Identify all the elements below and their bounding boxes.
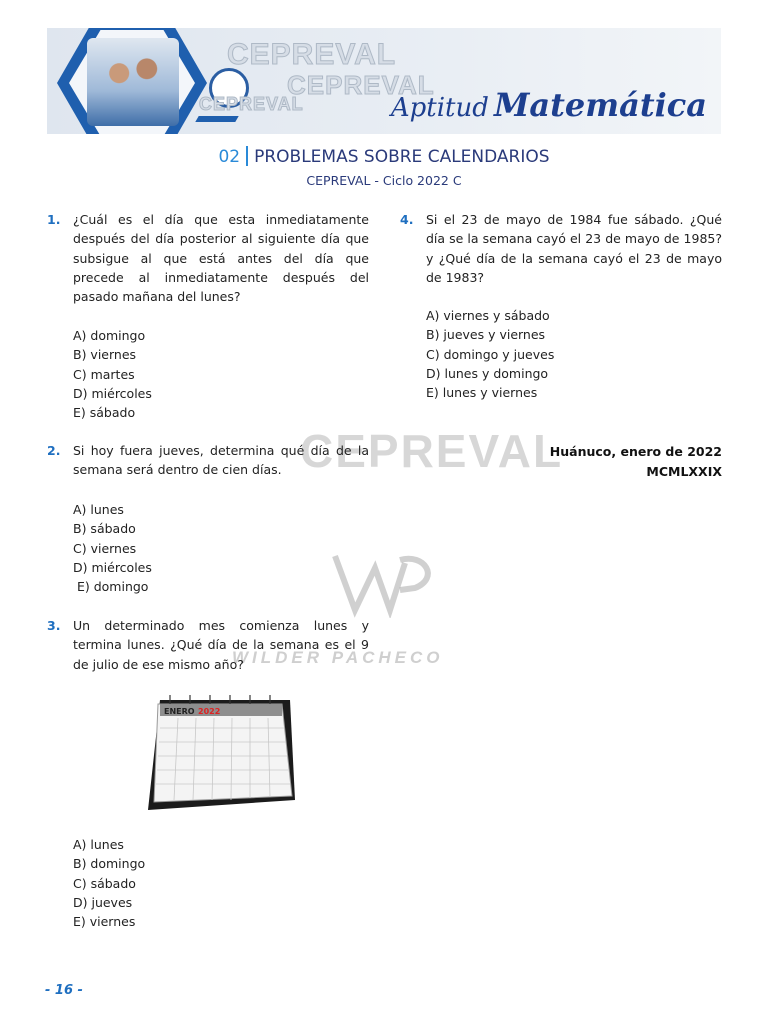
roman-numeral: MCMLXXIX [646,464,722,479]
option: D) lunes y domingo [426,365,549,381]
option: C) martes [73,366,135,382]
option: B) viernes [73,347,137,363]
students-photo [87,38,179,126]
banner-stripe [195,116,238,122]
question-2 [47,441,369,481]
question-1-text: ¿Cuál es el día que esta inmediatamente después del día posterior al siguiente día que subsigue al que está antes del día que precede al inmediatamente después del pasado mañana del lunes? [73,212,369,305]
document-meta [550,442,722,482]
option: D) miércoles [73,385,152,401]
question-1 [47,210,369,310]
chapter-subtitle: CEPREVAL - Ciclo 2022 C [306,173,462,188]
option: A) lunes [73,502,124,517]
option: C) domingo y jueves [426,346,555,362]
question-3-text: Un determinado mes comienza lunes y termina lunes. ¿Qué día de la semana es el 9 de julio de ese mismo año? [73,618,369,672]
cepreval-watermark: CEPREVAL [300,425,564,477]
banner-watermark-2: CEPREVAL [287,70,435,100]
question-4 [400,210,722,290]
option: E) domingo [73,579,149,595]
option: B) sábado [73,521,136,537]
question-1-options [73,326,152,422]
option: C) viernes [73,540,137,556]
option: A) viernes y sábado [426,308,550,323]
question-4-number: 4. [400,212,414,227]
header-banner [47,28,721,134]
option: A) domingo [73,328,146,343]
subject-title-part2: Matemática [493,86,707,124]
chapter-heading [0,146,768,167]
question-3-options [73,835,145,931]
question-2-number: 2. [47,443,61,458]
wp-logo-watermark [330,548,440,618]
banner-watermark-1: CEPREVAL [227,38,397,71]
option: B) domingo [73,856,146,872]
option: D) jueves [73,894,133,910]
banner-watermark-3: CEPREVAL [199,94,304,114]
question-4-options [426,306,554,402]
place-date: Huánuco, enero de 2022 [549,444,722,459]
option: D) miércoles [73,559,152,575]
question-4-text: Si el 23 de mayo de 1984 fue sábado. ¿Qué día se la semana cayó el 23 de mayo de 1985? y ¿Qué día de la semana cayó el 23 de mayo de 1983? [426,212,722,285]
question-2-text: Si hoy fuera jueves, determina qué día de la semana será dentro de cien días. [73,443,369,478]
question-1-number: 1. [47,212,61,227]
option: E) lunes y viernes [426,385,538,401]
heading-divider [246,146,248,166]
calendar-month: ENERO [164,707,195,716]
option: B) jueves y viernes [426,327,546,343]
subject-title-part1: Aptitud [390,93,489,123]
chapter-title: PROBLEMAS SOBRE CALENDARIOS [254,147,550,167]
calendar-year: 2022 [198,707,221,716]
page-number: - 16 - [45,983,83,998]
desk-calendar-image [130,692,300,812]
question-3 [47,616,369,676]
option: E) viernes [73,914,136,930]
chapter-number: 02 [218,147,241,167]
question-3-number: 3. [47,618,61,633]
question-2-options [73,500,152,596]
subject-title [391,86,707,124]
option: C) sábado [73,875,136,891]
wilder-pacheco-watermark: WILDER PACHECO [232,648,444,667]
option: E) sábado [73,405,136,421]
option: A) lunes [73,837,124,852]
